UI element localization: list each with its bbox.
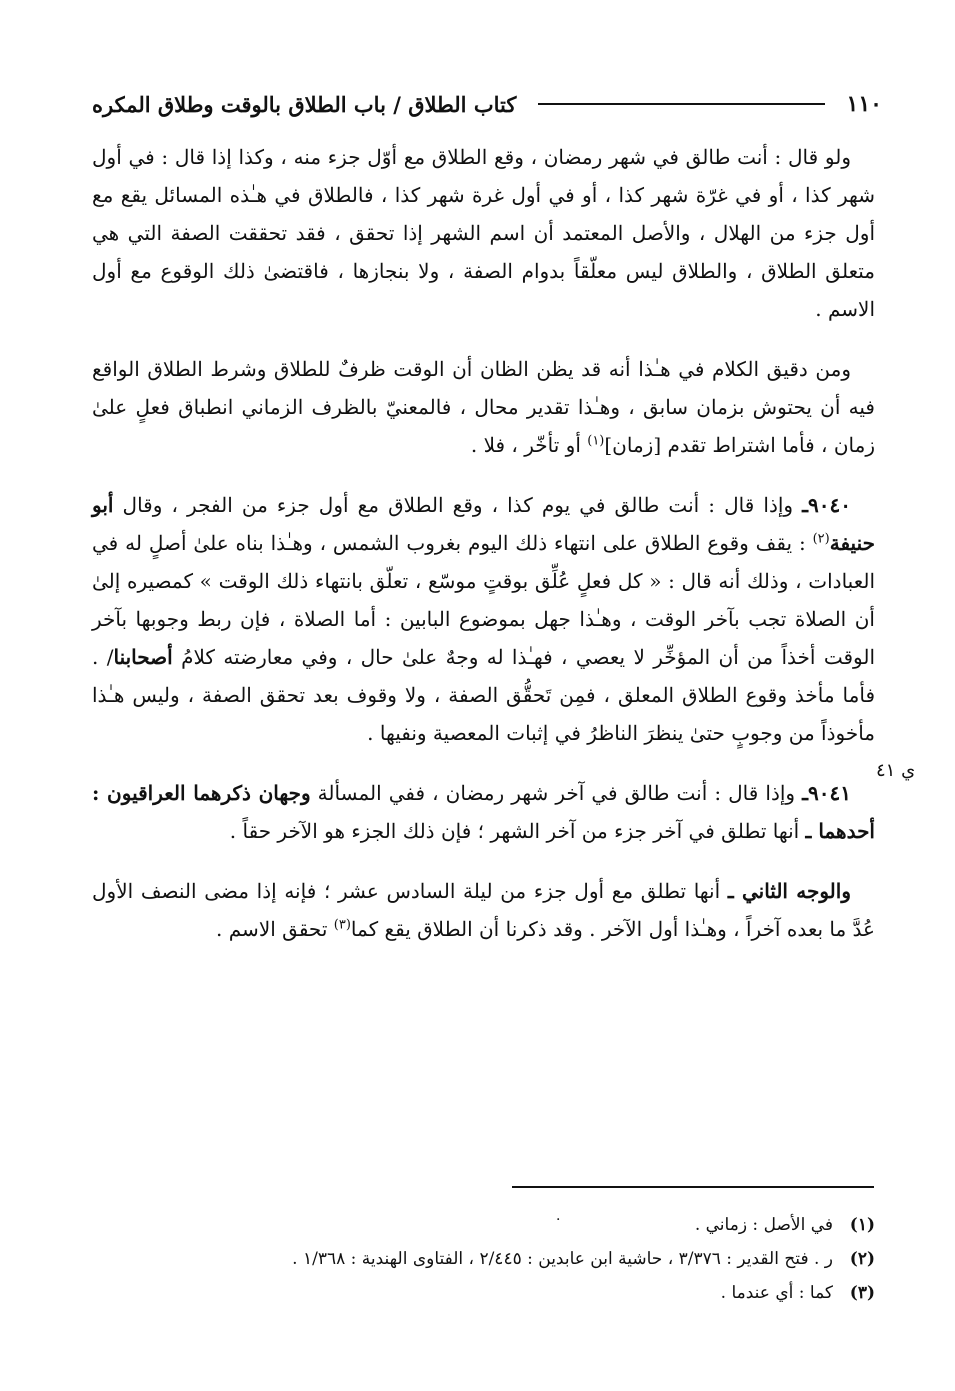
footnote-number: (٢)	[849, 1249, 875, 1269]
footnote-text: في الأصل : زماني .	[694, 1215, 833, 1235]
footnote-2	[92, 1242, 875, 1276]
paragraph-3-text-b: : يقف وقوع الطلاق على انتهاء ذلك اليوم بغروب الشمس ، وهـٰذا بناه علىٰ أصلٍ له في العبادات ، وذلك أنه قال : « كل فعلٍ عُلِّق بوقتٍ موسّع ، تعلّق بانتهاء ذلك الوقت » كمصيره إلىٰ أن الصلاة تجب بآخر الوقت ، وهـٰذا جهل بموضوع البابين : أما الصلاة ، فإن ربط وجوبها بآخر الوقت أخذاً من أن المؤخِّر لا يعصي ، فهـٰذا له وجهٌ علىٰ حال ، وفي معارضته كلامُ	[92, 531, 876, 669]
page-number: ١١٠	[846, 91, 882, 117]
issue-number-9041: ٩٠٤١ـ	[802, 781, 851, 805]
footnote-text: كما : أي عندما .	[720, 1283, 833, 1303]
main-text	[92, 138, 875, 960]
paragraph-5-text-b: تحقق الاسم .	[216, 917, 334, 941]
paragraph-4-text-a: وإذا قال : أنت طالق في آخر شهر رمضان ، ففي المسألة	[310, 781, 803, 805]
scholar-name: أبو حنيفة	[92, 493, 875, 555]
footnote-divider	[512, 1186, 874, 1188]
paragraph-5	[92, 872, 875, 948]
footnote-3	[92, 1276, 875, 1310]
manuscript-folio-marker: ي ٤١	[876, 760, 916, 781]
paragraph-4	[92, 774, 875, 850]
header-title: كتاب الطلاق / باب الطلاق بالوقت وطلاق المكره	[92, 91, 517, 117]
paragraph-3-text-c: / . فأما مأخذ وقوع الطلاق المعلق ، فمِن تَحقُّق الصفة ، ولا وقوف بعد تحقق الصفة ، وليس هـٰذا مأخوذاً من وجوبٍ حتىٰ ينظرَ الناظرُ في إثبات المعصية ونفيها .	[92, 645, 875, 745]
paragraph-3	[92, 486, 875, 752]
paragraph-5-text-a: أنها تطلق مع أول جزء من ليلة السادس عشر ؛ فإنه إذا مضى النصف الأول عُدَّ ما بعده آخراً ، وهـٰذا أول الآخر . وقد ذكرنا أن الطلاق يقع كما	[92, 879, 875, 941]
two-views-heading: وجهان ذكرهما العراقيون : أحدهما ـ	[92, 781, 875, 843]
paragraph-2	[92, 350, 875, 464]
header-rule	[538, 103, 824, 105]
ashabuna-term: أصحابنا	[113, 645, 173, 669]
paragraph-2-text-b: أو تأخّر ، فلا .	[470, 433, 588, 457]
footnote-ref-2[interactable]: (٢)	[812, 531, 830, 547]
footnote-number: (٣)	[849, 1283, 875, 1303]
second-view-heading: والوجه الثاني ـ	[727, 879, 851, 903]
footnote-ref-1[interactable]: (١)	[587, 433, 605, 449]
paragraph-3-text-a: وإذا قال : أنت طالق في يوم كذا ، وقع الطلاق مع أول جزء من الفجر ، وقال	[113, 493, 803, 517]
footnote-ref-3[interactable]: (٣)	[333, 917, 351, 933]
paragraph-1-text: ولو قال : أنت طالق في شهر رمضان ، وقع الطلاق مع أوّل جزء منه ، وكذا إذا قال : في أول شهر كذا ، أو في غرّة شهر كذا ، أو في أول غرة شهر كذا ، فالطلاق في هـٰذه المسائل يقع مع أول جزء من الهلال ، والأصل المعتمد أن اسم الشهر إذا تحقق ، فقد تحققت الصفة التي هي متعلق الطلاق ، والطلاق ليس معلّقاً بدوام الصفة ، ولا بنجازها ، فاقتضىٰ ذلك الوقوع مع أول الاسم .	[92, 145, 875, 321]
stray-dot: ·	[556, 1212, 561, 1228]
running-header	[92, 84, 882, 124]
footnote-1	[92, 1208, 875, 1242]
footnotes	[92, 1208, 875, 1310]
paragraph-1	[92, 138, 875, 328]
footnote-text: ر . فتح القدير : ٣/٣٧٦ ، حاشية ابن عابدين : ٢/٤٤٥ ، الفتاوى الهندية : ١/٣٦٨ .	[292, 1249, 833, 1269]
footnote-number: (١)	[849, 1215, 875, 1235]
paragraph-2-text-a: ومن دقيق الكلام في هـٰذا أنه قد يظن الظان أن الوقت ظرفٌ للطلاق وشرط الطلاق الواقع فيه أن يحتوش بزمان سابق ، وهـٰذا تقدير محال ، فالمعنيّ بالظرف الزماني انطباق فعلٍ علىٰ زمان ، فأما اشتراط تقدم [زمان]	[92, 357, 875, 457]
paragraph-4-text-b: أنها تطلق في آخر جزء من آخر الشهر ؛ فإن ذلك الجزء هو الآخر حقاً .	[229, 819, 806, 843]
issue-number-9040: ٩٠٤٠ـ	[802, 493, 851, 517]
